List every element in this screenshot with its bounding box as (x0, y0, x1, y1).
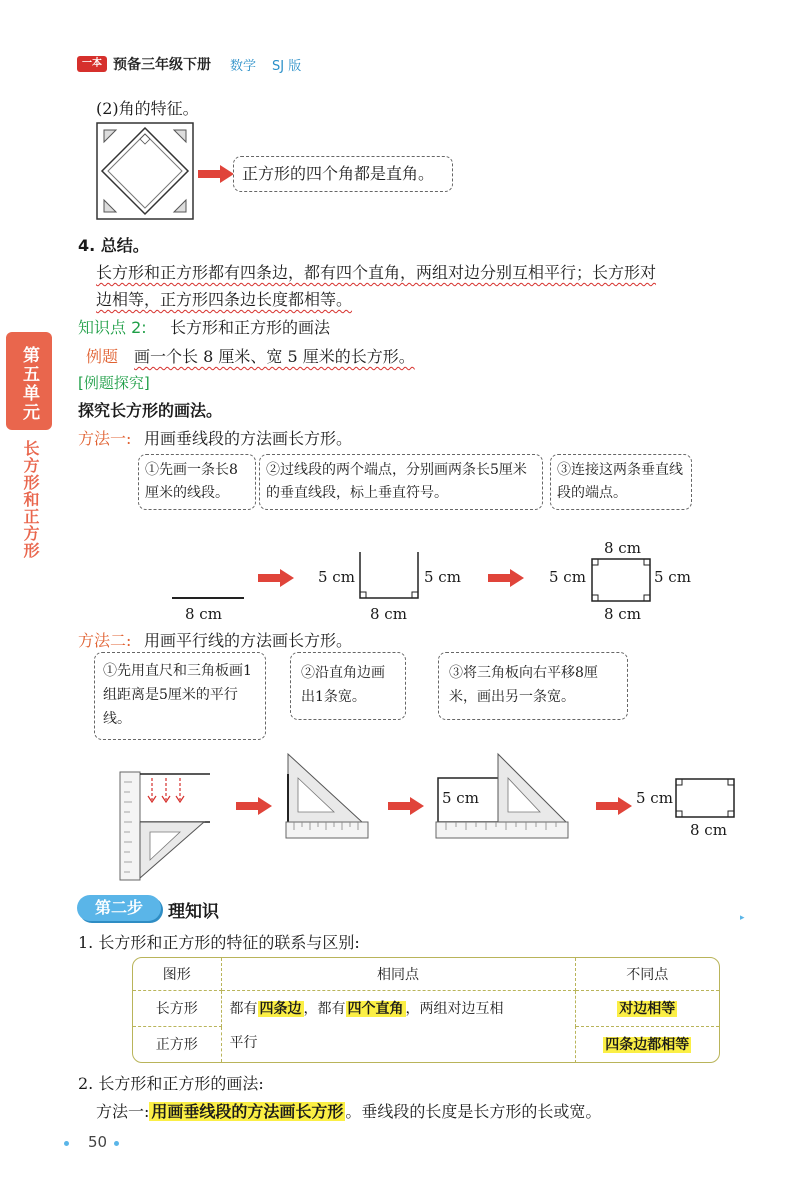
fig1-bottom-label: 8 cm (185, 605, 222, 623)
row-square-diff (575, 1026, 719, 1062)
method2-title: 用画平行线的方法画长方形。 (144, 631, 353, 650)
fig3-bottom-label: 8 cm (604, 605, 641, 623)
method2-step2: ②沿直角边画出1条宽。 (290, 652, 406, 720)
version-label: SJ 版 (272, 59, 302, 74)
fig2-right-label: 5 cm (424, 568, 461, 586)
arrow-icon (258, 569, 294, 587)
same-text-4: 平行 (229, 1035, 258, 1051)
row-rectangle-diff (575, 990, 719, 1026)
method1-step1: ①先画一条长8厘米的线段。 (138, 454, 256, 510)
arrow-icon (596, 797, 632, 815)
example-text: 画一个长 8 厘米、宽 5 厘米的长方形。 (134, 347, 415, 366)
table-header-diff: 不同点 (575, 958, 719, 990)
summary-line1: 长方形和正方形都有四条边，都有四个直角，两组对边分别互相平行；长方形对 (96, 263, 657, 282)
final-rectangle-figure (674, 777, 738, 821)
row-square-shape: 正方形 (133, 1026, 221, 1062)
arrow-icon (198, 165, 234, 183)
method2-step1: ①先用直尺和三角板画1组距离是5厘米的平行线。 (94, 652, 266, 740)
publisher-logo: 一本 (77, 56, 107, 72)
arrow-icon (488, 569, 524, 587)
q1-heading: 1. 长方形和正方形的特征的联系与区别: (78, 933, 360, 952)
fig3-top-label: 8 cm (604, 539, 641, 557)
fig3m2-label: 5 cm (442, 789, 479, 807)
comparison-table (132, 957, 720, 1063)
shared-features-cell (221, 990, 575, 1062)
fig2-left-label: 5 cm (318, 568, 355, 586)
segment-8cm (172, 597, 244, 599)
step-title: 理知识 (168, 902, 219, 922)
method1-step3: ③连接这两条垂直线段的端点。 (550, 454, 692, 510)
page-dot-left (64, 1141, 69, 1146)
corner-mark-icon: ▸ (740, 913, 745, 923)
arrow-icon (236, 797, 272, 815)
q2-method-line (96, 1099, 601, 1122)
summary-heading: 4. 总结。 (78, 236, 149, 255)
perpendicular-figure (358, 552, 420, 602)
same-text-3: ，两组对边互相 (405, 1001, 504, 1017)
method2-step3: ③将三角板向右平移8厘米，画出另一条宽。 (438, 652, 628, 720)
same-highlight-1: 四条边 (259, 1001, 302, 1017)
method1-title: 用画垂线段的方法画长方形。 (144, 429, 353, 448)
explore-title: 探究长方形的画法。 (78, 401, 223, 420)
fig4-left-label: 5 cm (636, 789, 673, 807)
ruler-triangle-figure2 (284, 750, 370, 842)
angle-note: 正方形的四个角都是直角。 (233, 156, 453, 192)
method1-label: 方法一: (78, 429, 132, 448)
q2-method-label: 方法一: (96, 1102, 150, 1121)
same-highlight-2: 四个直角 (347, 1001, 404, 1017)
same-text-1: 都有 (229, 1001, 258, 1017)
fig2-bottom-label: 8 cm (370, 605, 407, 623)
summary-line2: 边相等，正方形四条边长度都相等。 (96, 290, 353, 309)
page-number: 50 (88, 1133, 108, 1151)
knowledge-title: 长方形和正方形的画法 (170, 318, 331, 337)
unit-topic: 长方形和正方形 (21, 440, 40, 559)
fig3-left-label: 5 cm (549, 568, 586, 586)
diff-highlight-1: 对边相等 (619, 1001, 676, 1017)
knowledge-heading: 知识点 2: (78, 318, 147, 337)
rectangle-figure (590, 557, 652, 603)
table-header-shape: 图形 (133, 958, 221, 990)
angle-heading: (2)角的特征。 (96, 99, 199, 118)
table-header-same: 相同点 (221, 958, 575, 990)
q2-method-highlight: 用画垂线段的方法画长方形 (151, 1102, 344, 1121)
fig4-bottom-label: 8 cm (690, 821, 727, 839)
book-title: 预备三年级下册 (113, 57, 211, 73)
fig3-right-label: 5 cm (654, 568, 691, 586)
same-text-2: ，都有 (303, 1001, 346, 1017)
q2-method-rest: 。垂线段的长度是长方形的长或宽。 (345, 1102, 602, 1121)
page-dot-right (114, 1141, 119, 1146)
q2-heading: 2. 长方形和正方形的画法: (78, 1074, 264, 1093)
example-label: 例题 (86, 347, 119, 366)
arrow-icon (388, 797, 424, 815)
square-angle-figure (96, 122, 194, 220)
method2-label: 方法二: (78, 631, 132, 650)
subject-label: 数学 (230, 59, 257, 74)
method1-step2: ②过线段的两个端点，分别画两条长5厘米的垂直线段，标上垂直符号。 (259, 454, 543, 510)
row-rectangle-shape: 长方形 (133, 990, 221, 1026)
explore-label: [例题探究] (78, 374, 150, 392)
unit-tab: 第五单元 (6, 332, 52, 430)
step-pill: 第二步 (77, 895, 161, 921)
diff-highlight-2: 四条边都相等 (605, 1037, 690, 1054)
ruler-triangle-figure1 (118, 770, 218, 882)
